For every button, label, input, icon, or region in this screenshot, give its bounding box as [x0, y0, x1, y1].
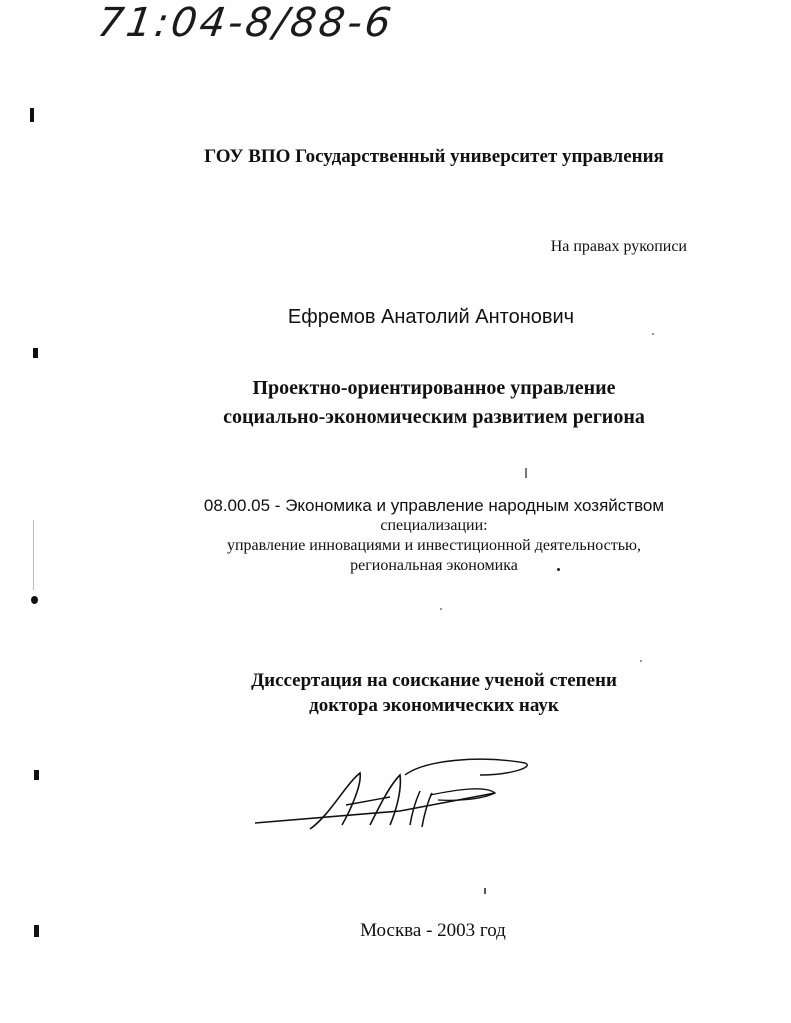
degree-line-2: доктора экономических наук [309, 695, 559, 716]
specialization-item: управление инновациями и инвестиционной деятельностью, [226, 537, 642, 554]
scan-margin-line [33, 520, 34, 590]
specialty-block [0, 496, 791, 576]
scan-speck [440, 608, 442, 610]
dissertation-title [0, 374, 791, 432]
rights-note: На правах рукописи [550, 238, 687, 255]
signature [250, 745, 550, 835]
scan-margin-mark [33, 348, 38, 358]
university-name: ГОУ ВПО Государственный университет управления [204, 146, 664, 167]
scan-margin-mark [34, 925, 39, 937]
scan-margin-mark [31, 596, 38, 604]
scan-speck [525, 468, 527, 478]
specializations-label: специализации: [380, 517, 488, 534]
scan-speck [640, 660, 642, 662]
scan-margin-mark [34, 770, 39, 780]
specialization-item: региональная экономика [350, 557, 518, 574]
degree-line-1: Диссертация на соискание ученой степени [251, 670, 617, 691]
scan-speck [557, 568, 560, 571]
scan-speck [484, 888, 486, 894]
author-name: Ефремов Анатолий Антонович [287, 306, 575, 328]
specialty-code-line: 08.00.05 - Экономика и управление народным хозяйством [203, 496, 665, 515]
title-line-1: Проектно-ориентированное управление [252, 377, 616, 399]
handwritten-archive-code: 71:04-8/88-6 [94, 0, 397, 46]
scan-margin-mark [30, 108, 34, 122]
scan-speck [652, 333, 654, 335]
degree-statement [0, 668, 791, 718]
title-line-2: социально-экономическим развитием региона [223, 406, 645, 428]
city-and-year: Москва - 2003 год [360, 920, 506, 941]
